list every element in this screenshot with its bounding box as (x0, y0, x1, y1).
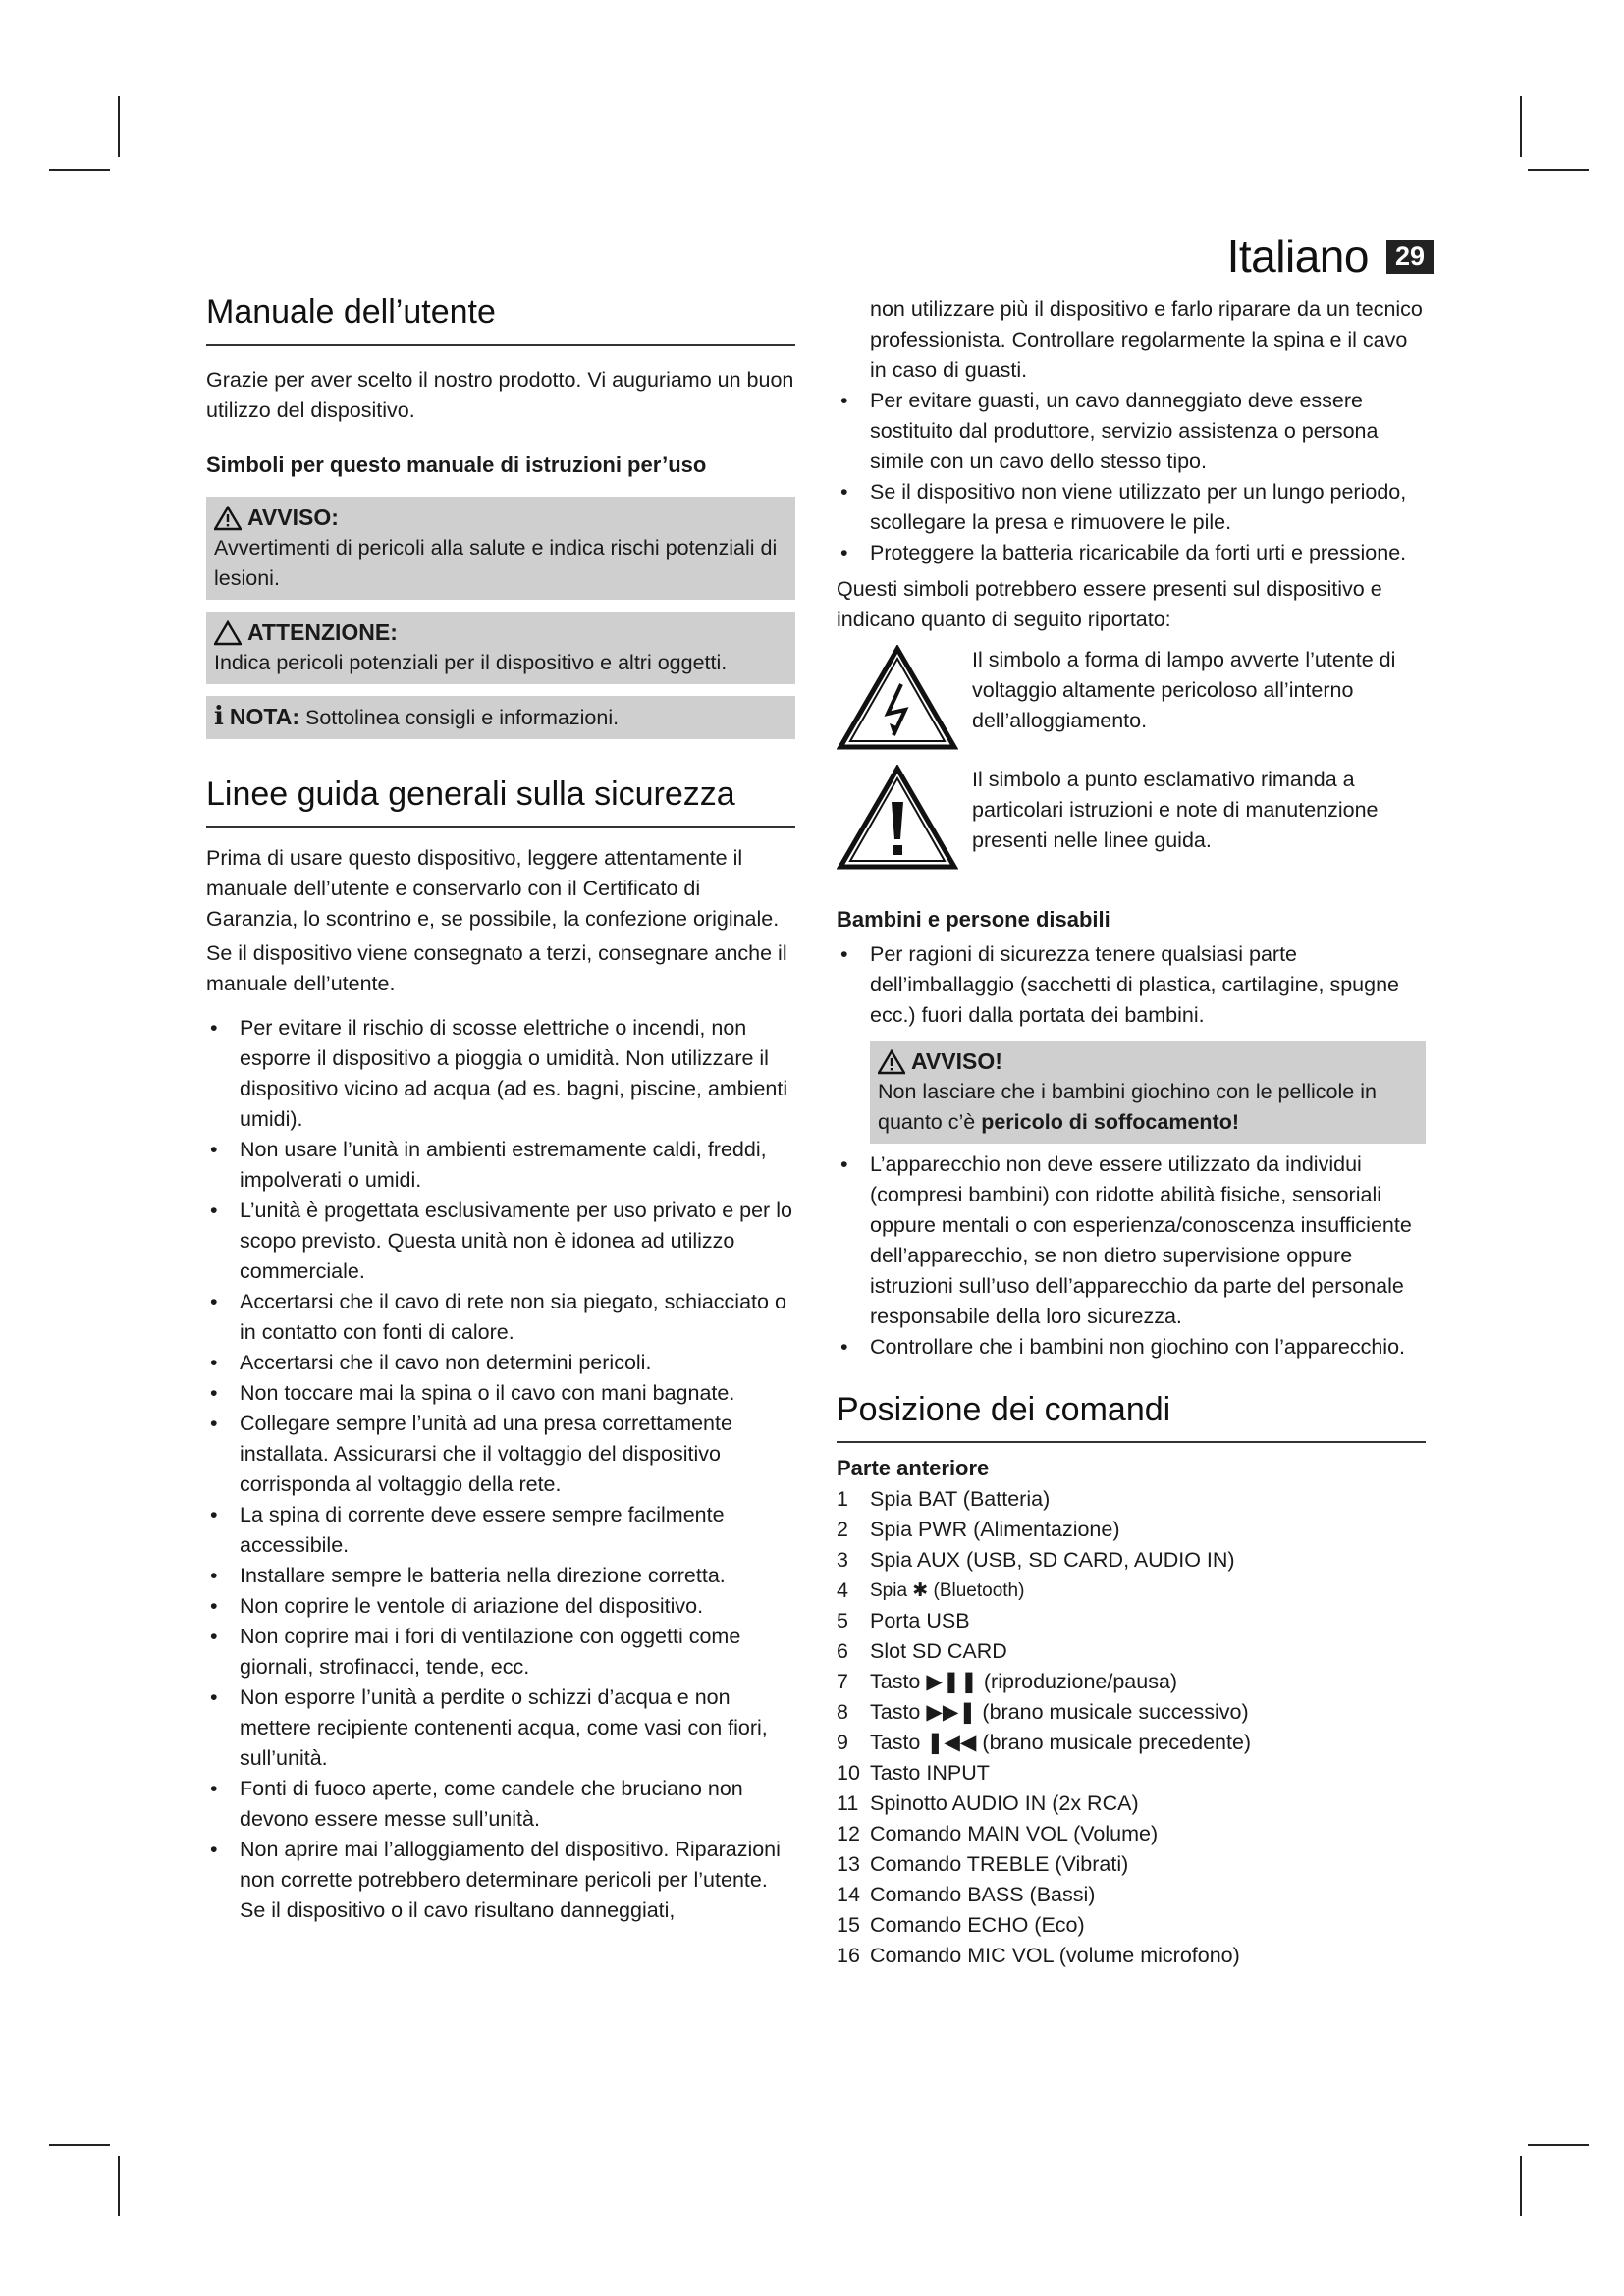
item-text: Comando BASS (Bassi) (870, 1883, 1096, 1906)
avviso-children-emphasis: pericolo di soffocamento! (981, 1110, 1240, 1134)
avviso-text: Avvertimenti di pericoli alla salute e indica rischi potenziali di lesioni. (214, 536, 778, 590)
nota-label: NOTA: (229, 704, 299, 729)
list-item (837, 1575, 1426, 1606)
item-number: 1 (837, 1487, 848, 1511)
lightning-symbol-row (837, 645, 1426, 751)
item-text: Spinotto AUDIO IN (2x RCA) (870, 1791, 1139, 1815)
item-number: 7 (837, 1670, 848, 1693)
list-item: • Fonti di fuoco aperte, come candele che bruciano non devono essere messe sull’unità. (206, 1774, 795, 1835)
attenzione-box (206, 612, 795, 684)
list-item (837, 1606, 1426, 1636)
item-text: Porta USB (870, 1609, 970, 1632)
item-text: Slot SD CARD (870, 1639, 1007, 1663)
list-item (837, 1697, 1426, 1728)
list-item: • Per evitare il rischio di scosse elettriche o incendi, non esporre il dispositivo a pioggia o umidità. Non utilizzare il dispositivo vicino ad acqua (ad es. bagni, piscine, ambienti umidi). (206, 1013, 795, 1135)
children-list-more (837, 1149, 1426, 1362)
crop-mark (118, 2156, 120, 2216)
item-text: Spia BAT (Batteria) (870, 1487, 1051, 1511)
item-text: Tasto ▶▶❚ (brano musicale successivo) (870, 1700, 1249, 1724)
safety-list-continued (837, 386, 1426, 568)
list-item: • L’unità è progettata esclusivamente per uso privato e per lo scopo previsto. Questa unità non è idonea ad utilizzo commerciale. (206, 1196, 795, 1287)
caution-icon (214, 620, 242, 646)
item-number: 11 (837, 1791, 859, 1815)
crop-mark (49, 2144, 110, 2146)
list-item (837, 1789, 1426, 1819)
item-number: 10 (837, 1761, 860, 1785)
item-number: 8 (837, 1700, 848, 1724)
children-heading: Bambini e persone disabili (837, 907, 1110, 932)
list-item: • L’apparecchio non deve essere utilizzato da individui (compresi bambini) con ridotte abilità fisiche, sensoriali oppure mentali o con esperienza/conoscenza insufficiente dell’apparecchio, se non dietro supervisione oppure istruzioni sull’uso dell’apparecchio da parte del personale responsabile della loro sicurezza. (837, 1149, 1426, 1332)
item-text: Tasto ❚◀◀ (brano musicale precedente) (870, 1731, 1252, 1754)
avviso-children-label: AVVISO! (911, 1048, 1002, 1074)
item-text: Comando TREBLE (Vibrati) (870, 1852, 1129, 1876)
crop-mark (1520, 2156, 1522, 2216)
manual-title: Manuale dell’utente (206, 291, 795, 346)
item-number: 3 (837, 1548, 848, 1572)
safety-title: Linee guida generali sulla sicurezza (206, 773, 795, 828)
item-text: Spia ✱ (Bluetooth) (870, 1580, 1025, 1601)
list-item (837, 1819, 1426, 1849)
crop-mark (49, 169, 110, 171)
lightning-warning-icon (837, 645, 958, 751)
nota-text: Sottolinea consigli e informazioni. (304, 706, 620, 729)
list-item (837, 1636, 1426, 1667)
item-text: Spia PWR (Alimentazione) (870, 1518, 1120, 1541)
left-column (206, 291, 795, 1926)
list-item: • Non coprire mai i fori di ventilazione con oggetti come giornali, strofinacci, tende, ecc. (206, 1622, 795, 1682)
item-number: 16 (837, 1944, 860, 1967)
symbols-heading: Simboli per questo manuale di istruzioni per’uso (206, 453, 707, 477)
list-item: • Installare sempre le batteria nella direzione corretta. (206, 1561, 795, 1591)
list-item: • Se il dispositivo non viene utilizzato per un lungo periodo, scollegare la presa e rimuovere le pile. (837, 477, 1426, 538)
list-item: • Collegare sempre l’unità ad una presa correttamente installata. Assicurarsi che il voltaggio del dispositivo corrisponda al voltaggio della rete. (206, 1409, 795, 1500)
list-item: • Non toccare mai la spina o il cavo con mani bagnate. (206, 1378, 795, 1409)
attenzione-label: ATTENZIONE: (247, 619, 398, 645)
list-item (837, 1667, 1426, 1697)
item-number: 2 (837, 1518, 848, 1541)
list-item: • Per evitare guasti, un cavo danneggiato deve essere sostituito dal produttore, servizio assistenza o persona simile con un cavo dello stesso tipo. (837, 386, 1426, 477)
lightning-text: Il simbolo a forma di lampo avverte l’utente di voltaggio altamente pericoloso all’interno dell’alloggiamento. (972, 648, 1396, 732)
continuation-text: non utilizzare più il dispositivo e farlo riparare da un tecnico professionista. Controllare regolarmente la spina e il cavo in caso di guasti. (870, 297, 1423, 382)
safety-list (206, 1013, 795, 1926)
item-number: 13 (837, 1852, 860, 1876)
front-heading: Parte anteriore (837, 1456, 990, 1480)
list-item: • La spina di corrente deve essere sempre facilmente accessibile. (206, 1500, 795, 1561)
item-number: 6 (837, 1639, 848, 1663)
avviso-children-title (878, 1046, 1418, 1077)
list-item (837, 1910, 1426, 1941)
attenzione-title (214, 617, 787, 648)
intro-text: Grazie per aver scelto il nostro prodotto. Vi auguriamo un buon utilizzo del dispositivo. (206, 368, 794, 422)
avviso-children-box (870, 1041, 1426, 1144)
right-column (837, 294, 1426, 1971)
nota-box (206, 696, 795, 739)
item-text: Comando MAIN VOL (Volume) (870, 1822, 1159, 1845)
list-item (837, 1484, 1426, 1515)
list-item: • Accertarsi che il cavo non determini pericoli. (206, 1348, 795, 1378)
item-number: 4 (837, 1578, 848, 1602)
safety-paragraph-2: Se il dispositivo viene consegnato a terzi, consegnare anche il manuale dell’utente. (206, 941, 787, 995)
item-text: Spia AUX (USB, SD CARD, AUDIO IN) (870, 1548, 1235, 1572)
avviso-children-text (878, 1077, 1418, 1138)
list-item: • Non esporre l’unità a perdite o schizzi d’acqua e non mettere recipiente contenenti acqua, come vasi con fiori, sull’unità. (206, 1682, 795, 1774)
symbols-intro: Questi simboli potrebbero essere presenti sul dispositivo e indicano quanto di seguito riportato: (837, 577, 1382, 631)
warning-icon (878, 1049, 905, 1075)
crop-mark (1528, 169, 1589, 171)
crop-mark (118, 96, 120, 157)
children-list (837, 939, 1426, 1031)
list-item: • Non coprire le ventole di ariazione del dispositivo. (206, 1591, 795, 1622)
list-item (837, 1849, 1426, 1880)
item-text: Tasto ▶❚❚ (riproduzione/pausa) (870, 1670, 1178, 1693)
item-number: 12 (837, 1822, 860, 1845)
item-number: 5 (837, 1609, 848, 1632)
item-number: 14 (837, 1883, 860, 1906)
list-item: • Per ragioni di sicurezza tenere qualsiasi parte dell’imballaggio (sacchetti di plastica, cartilagine, spugne ecc.) fuori dalla portata dei bambini. (837, 939, 1426, 1031)
list-item: • Accertarsi che il cavo di rete non sia piegato, schiacciato o in contatto con fonti di calore. (206, 1287, 795, 1348)
crop-mark (1520, 96, 1522, 157)
page-header (1227, 230, 1434, 283)
list-item: • Controllare che i bambini non giochino con l’apparecchio. (837, 1332, 1426, 1362)
exclamation-text: Il simbolo a punto esclamativo rimanda a particolari istruzioni e note di manutenzione presenti nelle linee guida. (972, 768, 1379, 852)
list-item: • Proteggere la batteria ricaricabile da forti urti e pressione. (837, 538, 1426, 568)
crop-mark (1528, 2144, 1589, 2146)
item-text: Tasto INPUT (870, 1761, 990, 1785)
avviso-children-body: Non lasciare che i bambini giochino con le pellicole in quanto c’è (878, 1080, 1377, 1134)
controls-title: Posizione dei comandi (837, 1388, 1426, 1443)
item-number: 15 (837, 1913, 860, 1937)
avviso-label: AVVISO: (247, 505, 339, 530)
list-item (837, 1545, 1426, 1575)
avviso-box (206, 497, 795, 600)
safety-paragraph-1: Prima di usare questo dispositivo, leggere attentamente il manuale dell’utente e conservarlo con il Certificato di Garanzia, lo scontrino e, se possibile, la confezione originale. (206, 846, 780, 931)
list-item (837, 1758, 1426, 1789)
list-item (837, 1728, 1426, 1758)
attenzione-text: Indica pericoli potenziali per il dispositivo e altri oggetti. (214, 651, 728, 674)
exclamation-symbol-row (837, 765, 1426, 871)
controls-list (837, 1484, 1426, 1971)
list-item (837, 1941, 1426, 1971)
list-item: • Non aprire mai l’alloggiamento del dispositivo. Riparazioni non corrette potrebbero determinare pericoli per l’utente. Se il dispositivo o il cavo risultano danneggiati, (206, 1835, 795, 1926)
list-item (837, 1880, 1426, 1910)
language-label: Italiano (1226, 231, 1369, 282)
exclamation-warning-icon (837, 765, 958, 871)
list-item (837, 1515, 1426, 1545)
item-text: Comando MIC VOL (volume microfono) (870, 1944, 1240, 1967)
avviso-title (214, 503, 787, 533)
warning-icon (214, 506, 242, 531)
list-item: • Non usare l’unità in ambienti estremamente caldi, freddi, impolverati o umidi. (206, 1135, 795, 1196)
page-number: 29 (1386, 240, 1434, 274)
item-number: 9 (837, 1731, 848, 1754)
info-icon: i (214, 702, 224, 731)
item-text: Comando ECHO (Eco) (870, 1913, 1085, 1937)
